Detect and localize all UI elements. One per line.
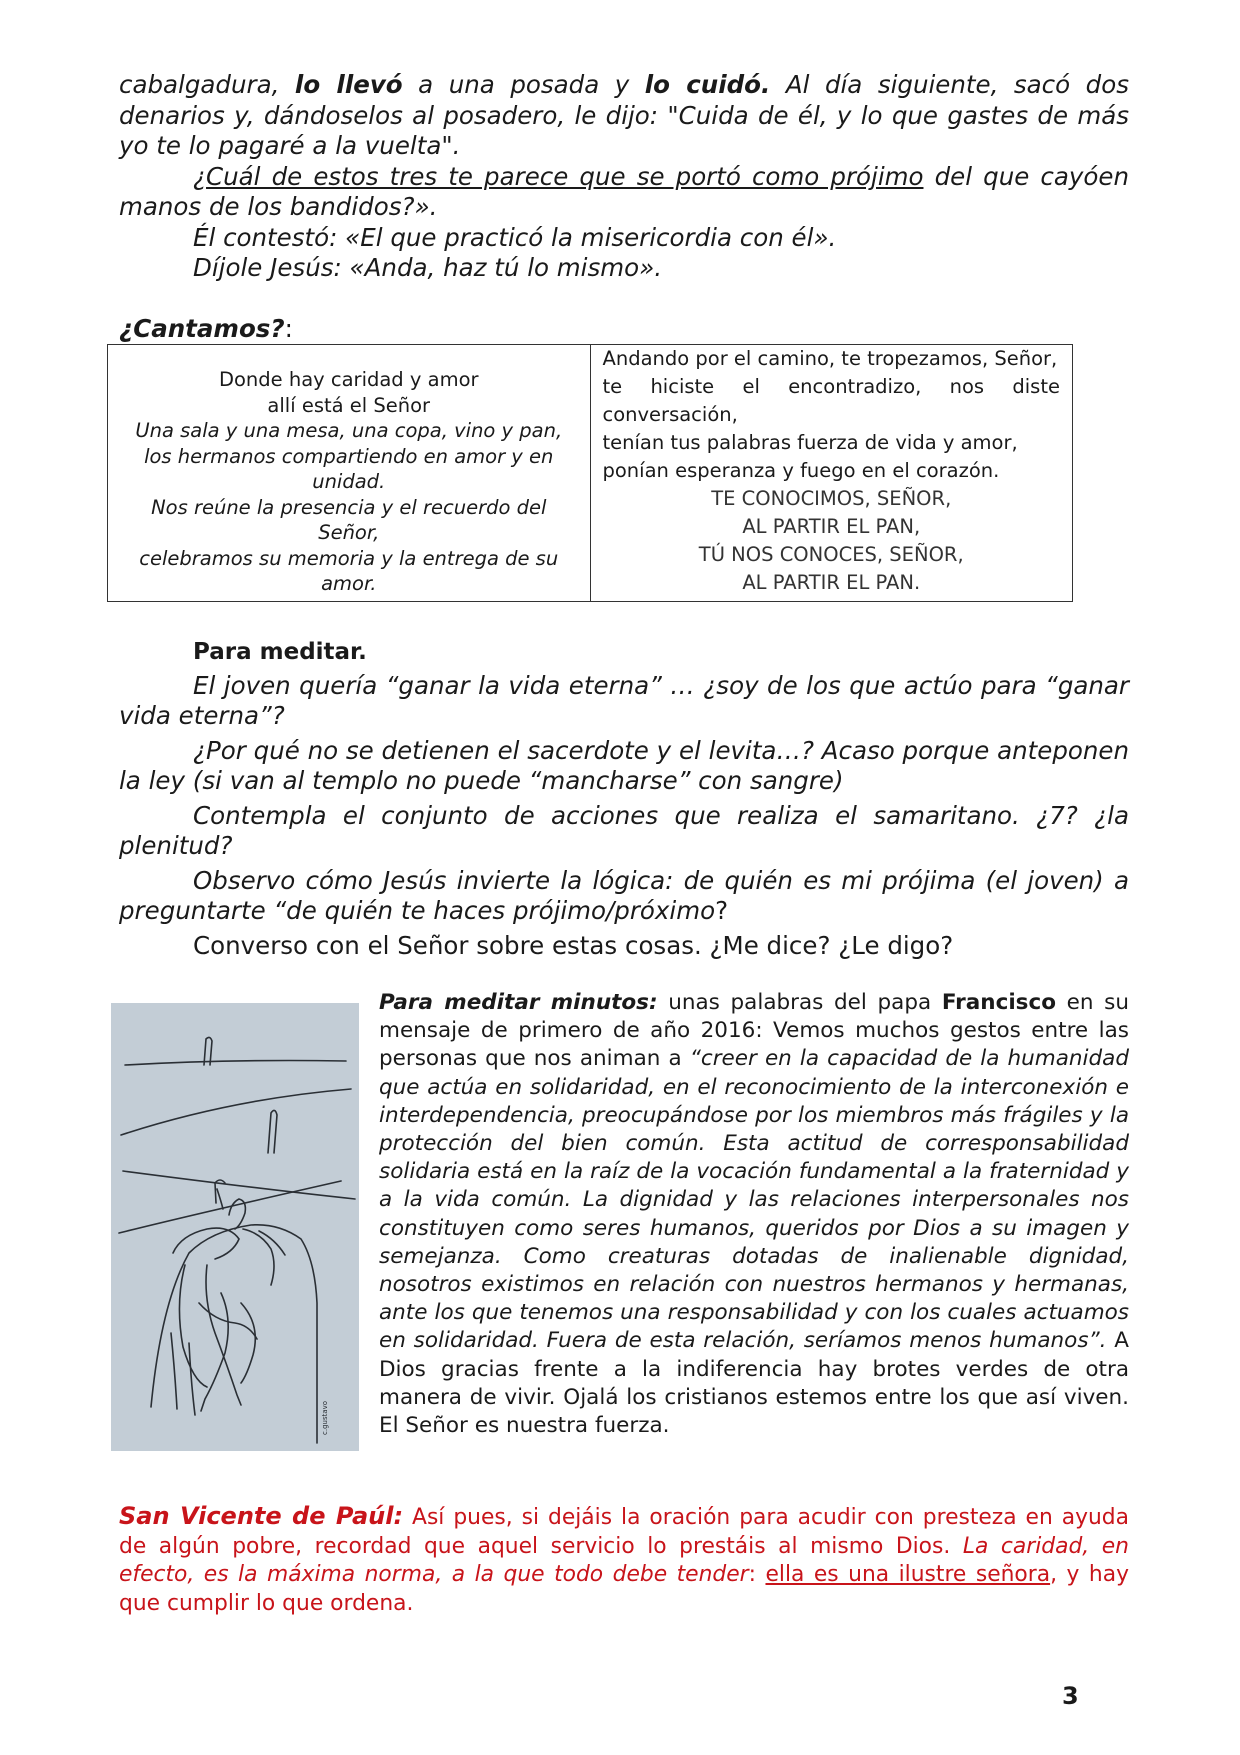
song-line: celebramos su memoria y la entrega de su amor.: [139, 546, 559, 595]
meditar-title: Para meditar.: [193, 638, 367, 665]
song-heading: [119, 314, 1129, 345]
song-line: allí está el Señor: [267, 393, 431, 417]
underlined-run: Cuál de estos tres te parece que se portó como prójimo: [206, 161, 924, 191]
text-run: unas palabras del papa: [657, 990, 942, 1015]
meditar-paragraph: ¿Por qué no se detienen el sacerdote y el levita…? Acaso porque anteponen la ley (si van al templo no puede “mancharse” con sangre): [119, 735, 1129, 795]
text-run: Observo cómo Jesús invierte la lógica: de quién es mi prójima (el joven) a preguntarte “de quién te haces prójimo/próximo: [119, 865, 1129, 925]
meditar-paragraph: [119, 866, 1129, 927]
song-line: Nos reúne la presencia y el recuerdo del Señor,: [151, 495, 547, 544]
text-run: cabalgadura,: [119, 70, 295, 99]
bold-run: lo cuidó.: [644, 70, 771, 99]
meditar-section: [119, 671, 1129, 962]
song-line: te hiciste el encontradizo, nos diste conversación,: [602, 375, 1060, 426]
meditar-paragraph: El joven quería “ganar la vida eterna” … ¿soy de los que actúo para “ganar vida eterna”?: [119, 670, 1129, 730]
song-line: Donde hay caridad y amor: [218, 368, 479, 391]
minutos-section: [119, 989, 1129, 1484]
text-run: a una posada y: [402, 70, 645, 99]
vicente-title: San Vicente de Paúl:: [119, 1502, 404, 1530]
underlined-run: ella es una ilustre señora: [765, 1562, 1051, 1587]
song-line: Una sala y una mesa, una copa, vino y pan,: [135, 419, 563, 442]
song-line: tenían tus palabras fuerza de vida y amor,: [602, 431, 1018, 454]
text-run: ¿: [193, 161, 207, 191]
song-heading-colon: :: [284, 313, 293, 343]
minutos-title: Para meditar minutos:: [379, 990, 658, 1015]
meditar-paragraph: Converso con el Señor sobre estas cosas. ¿Me dice? ¿Le digo?: [193, 930, 954, 960]
text-run: en su mensaje de primero de año 2016: Vemos muchos gestos entre las personas que nos animan a: [379, 990, 1129, 1072]
bold-run: Francisco: [941, 990, 1056, 1015]
parable-paragraph-3: Él contestó: «El que practicó la misericordia con él».: [193, 222, 837, 252]
song-right-cell: [590, 345, 1073, 602]
parable-paragraph-1: [119, 70, 1129, 162]
minutos-paragraph: [379, 989, 1129, 1440]
page-content: [119, 70, 1129, 1618]
page-number: 3: [1062, 1682, 1079, 1710]
song-left-cell: [108, 345, 591, 602]
text-run: Al día siguiente, sacó dos denarios y, dándoselos al posadero, le dijo: "Cuida de él, y lo que gastes de más yo te lo pagaré a la vuelta".: [119, 70, 1129, 160]
song-chorus-line: TE CONOCIMOS, SEÑOR,: [711, 487, 952, 510]
italic-run: La caridad, en efecto, es la máxima norma, a la que todo debe tender: [119, 1533, 1130, 1587]
text-run: del que cayóen manos de los bandidos?».: [119, 161, 1129, 221]
meditar-paragraph: Contempla el conjunto de acciones que realiza el samaritano. ¿7? ¿la plenitud?: [119, 800, 1129, 860]
song-chorus-line: TÚ NOS CONOCES, SEÑOR,: [698, 543, 964, 566]
song-line: ponían esperanza y fuego en el corazón.: [602, 459, 1000, 482]
text-run: A Dios gracias frente a la indiferencia hay brotes verdes de otra manera de vivir. Ojalá los cristianos estemos entre los que así viven. El Señor es nuestra fuerza.: [379, 1328, 1129, 1439]
song-table: [107, 344, 1073, 602]
parable-paragraph-2: [119, 162, 1129, 223]
text-run: ?: [715, 896, 729, 925]
good-samaritan-drawing: [111, 1003, 359, 1451]
text-run: , y hay que cumplir lo que ordena.: [119, 1562, 1129, 1616]
artist-signature: c.gustavo: [321, 1400, 329, 1435]
vicente-paragraph: [119, 1502, 1129, 1618]
song-line: los hermanos compartiendo en amor y en unidad.: [144, 444, 554, 493]
parable-paragraph-4: Díjole Jesús: «Anda, haz tú lo mismo».: [193, 253, 662, 282]
song-chorus-line: AL PARTIR EL PAN,: [742, 515, 921, 538]
song-chorus-line: AL PARTIR EL PAN.: [742, 571, 921, 594]
bold-run: lo llevó: [294, 70, 403, 99]
text-run: :: [748, 1562, 766, 1587]
quote-run: “creer en la capacidad de la humanidad que actúa en solidaridad, en el reconocimiento de la interconexión e interdependencia, preocupándose por los miembros más frágiles y la protección del bien común. Esta actitud de corresponsabilidad solidaria está en la raíz de la vocación fundamental a la fraternidad y a la vida común. La dignidad y las relaciones interpersonales nos constituyen como seres humanos, queridos por Dios a su imagen y semejanza. Como creaturas dotadas de inalienable dignidad, nosotros existimos en relación con nuestros hermanos y hermanas, ante los que tenemos una responsabilidad y con los cuales actuamos en solidaridad. Fuera de esta relación, seríamos menos humanos”.: [379, 1046, 1129, 1354]
text-run: Así pues, si dejáis la oración para acudir con presteza en ayuda de algún pobre, recordad que aquel servicio lo prestáis al mismo Dios.: [119, 1505, 1129, 1559]
song-line: Andando por el camino, te tropezamos, Señor,: [602, 347, 1058, 370]
song-heading-label: ¿Cantamos?: [119, 313, 285, 343]
